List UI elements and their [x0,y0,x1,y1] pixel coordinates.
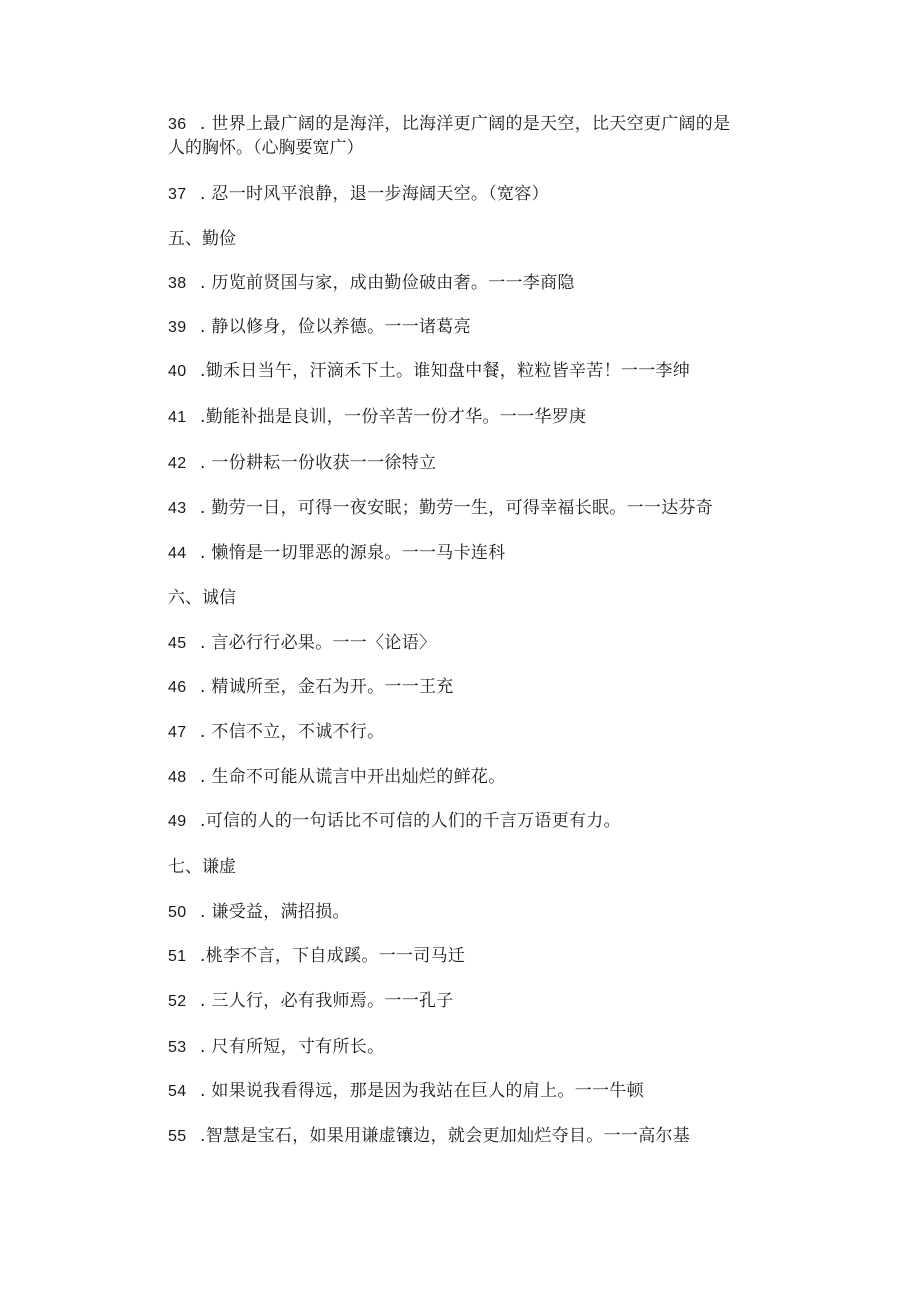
item-text: . 世界上最广阔的是海洋，比海洋更广阔的是天空，比天空更广阔的是 [200,114,731,134]
item-number: 46 [168,679,187,696]
list-item [168,497,713,520]
item-text: .勤能补拙是良训，一份辛苦一份才华。一一华罗庚 [200,407,587,427]
item-number: 45 [168,635,187,652]
item-text: . 懒惰是一切罪恶的源泉。一一马卡连科 [200,543,506,563]
item-text-continuation: 人的胸怀。（心胸要宽广） [168,138,364,158]
item-number: 52 [168,993,187,1010]
list-item [168,452,436,475]
item-text: . 生命不可能从谎言中开出灿烂的鲜花。 [200,767,506,787]
item-number: 53 [168,1039,187,1056]
list-item [168,542,506,565]
item-number: 38 [168,275,187,292]
item-text: . 忍一时风平浪静，退一步海阔天空。（宽容） [200,184,549,204]
list-item [168,360,690,383]
item-text: . 精诚所至，金石为开。一一王充 [200,677,454,697]
list-item [168,183,549,206]
item-text: .智慧是宝石，如果用谦虚镶边，就会更加灿烂夺目。一一高尔基 [200,1126,691,1146]
item-text: . 勤劳一日，可得一夜安眠；勤劳一生，可得幸福长眠。一一达芬奇 [200,498,714,518]
item-text: .桃李不言，下自成蹊。一一司马迁 [200,946,466,966]
item-text: . 一份耕耘一份收获一一徐特立 [200,453,437,473]
item-number: 47 [168,724,187,741]
item-number: 42 [168,455,187,472]
list-item [168,901,350,924]
list-item [168,810,621,833]
list-item [168,272,575,295]
item-text: .锄禾日当午，汗滴禾下土。谁知盘中餐，粒粒皆辛苦！一一李绅 [200,361,691,381]
item-number: 39 [168,319,187,336]
item-text: .可信的人的一句话比不可信的人们的千言万语更有力。 [200,811,621,831]
item-text: . 尺有所短，寸有所长。 [200,1037,385,1057]
list-item [168,1080,644,1103]
item-number: 49 [168,813,187,830]
item-text: . 谦受益，满招损。 [200,902,350,922]
list-item [168,316,471,339]
item-number: 54 [168,1083,187,1100]
item-number: 51 [168,948,187,965]
list-item [168,721,384,744]
list-item [168,1125,690,1148]
list-item [168,113,730,136]
list-item [168,632,436,655]
section-heading: 六、诚信 [168,588,236,608]
item-text: . 如果说我看得远，那是因为我站在巨人的肩上。一一牛顿 [200,1081,644,1101]
item-text: . 言必行行必果。一一〈论语〉 [200,633,437,653]
item-text: . 静以修身，俭以养德。一一诸葛亮 [200,317,471,337]
list-item [168,766,506,789]
list-item [168,406,586,429]
item-number: 41 [168,409,187,426]
item-text: . 历览前贤国与家，成由勤俭破由奢。一一李商隐 [200,273,575,293]
section-heading: 五、勤俭 [168,229,236,249]
item-text: . 不信不立，不诚不行。 [200,722,385,742]
item-number: 48 [168,769,187,786]
list-item [168,990,454,1013]
section-heading: 七、谦虚 [168,857,236,877]
item-number: 37 [168,186,187,203]
item-text: . 三人行，必有我师焉。一一孔子 [200,991,454,1011]
item-number: 36 [168,116,187,133]
item-number: 40 [168,363,187,380]
list-item [168,676,454,699]
list-item [168,945,465,968]
item-number: 55 [168,1128,187,1145]
item-number: 50 [168,904,187,921]
item-number: 43 [168,500,187,517]
item-number: 44 [168,545,187,562]
list-item [168,1036,384,1059]
